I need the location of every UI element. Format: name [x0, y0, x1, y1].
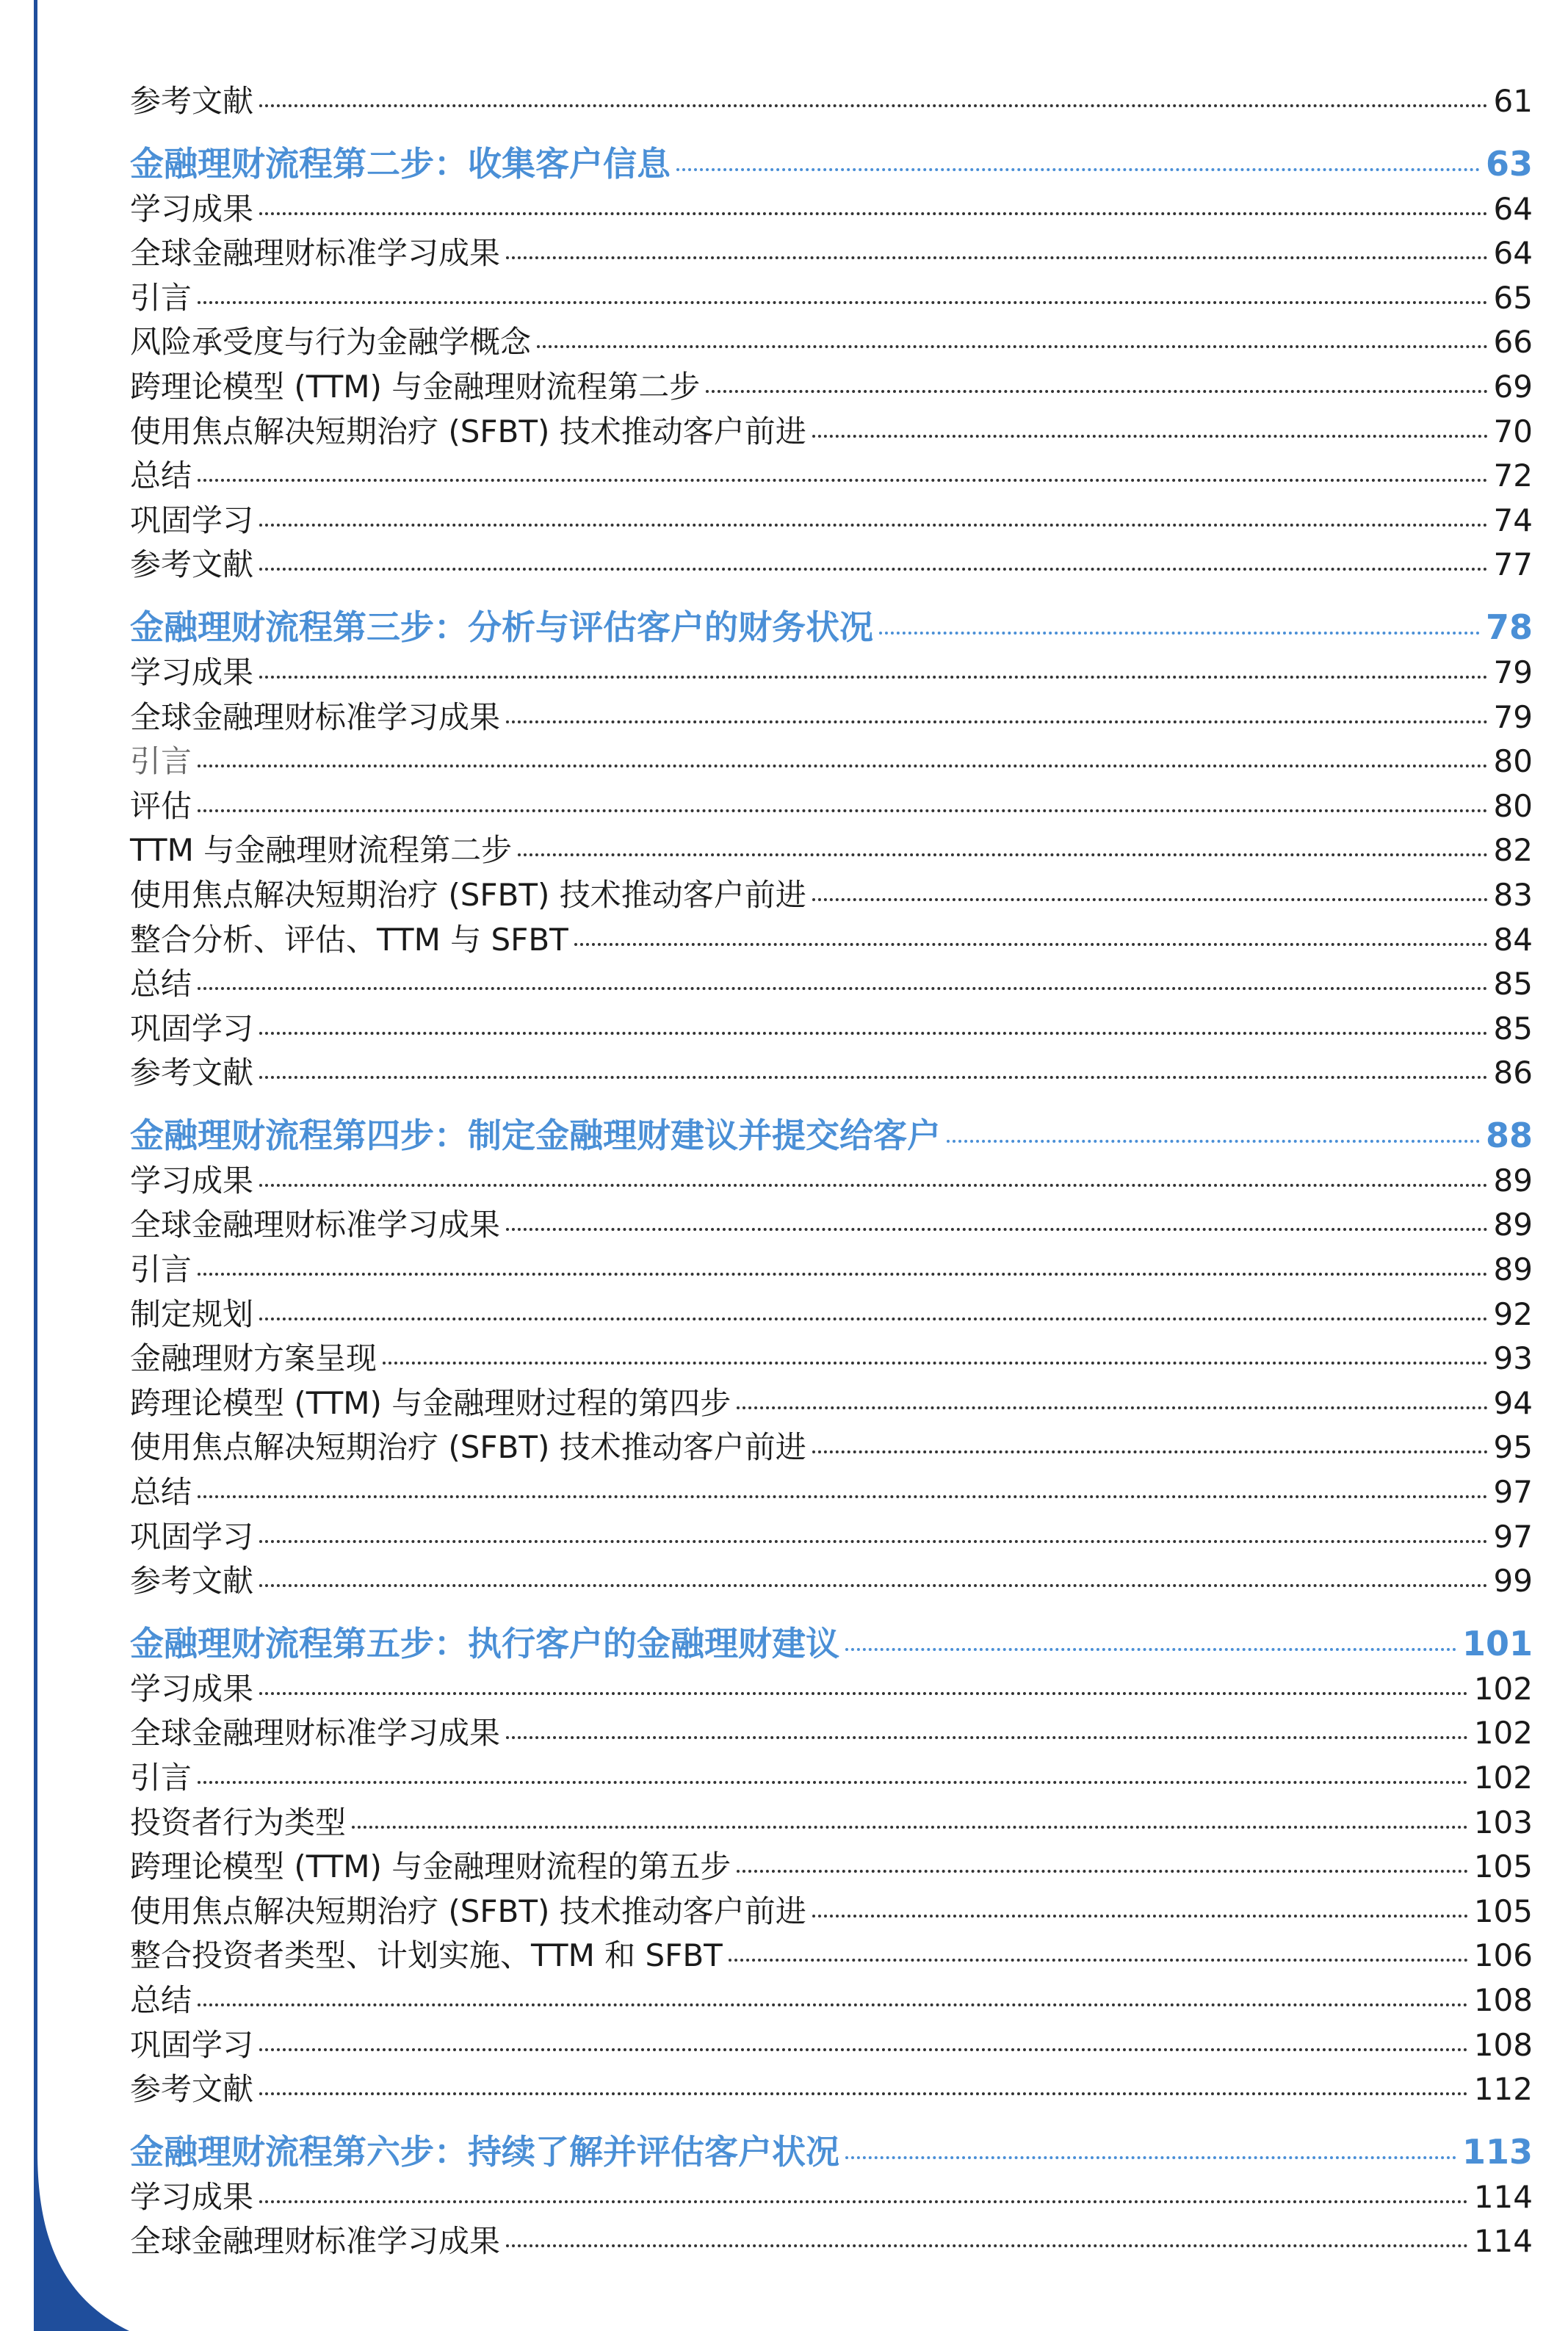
- dot-leader: [259, 212, 1488, 215]
- toc-page-number: 105: [1473, 1848, 1533, 1885]
- toc-entry-title: 引言: [130, 743, 192, 780]
- toc-entry[interactable]: [130, 1801, 1533, 1846]
- dot-leader: [198, 478, 1488, 482]
- dot-leader: [537, 344, 1488, 348]
- toc-entry-title: 参考文献: [130, 83, 254, 119]
- toc-entry[interactable]: [130, 1470, 1533, 1515]
- dot-leader: [506, 1735, 1468, 1739]
- dot-leader: [198, 2003, 1468, 2006]
- toc-page-number: 89: [1493, 1162, 1533, 1199]
- dot-leader: [676, 167, 1480, 171]
- toc-entry[interactable]: [130, 320, 1533, 365]
- toc-entry-title: 整合投资者类型、计划实施、TTM 和 SFBT: [130, 1937, 723, 1974]
- toc-entry-title: 总结: [130, 1474, 192, 1511]
- toc-entry-title: TTM 与金融理财流程第二步: [130, 832, 513, 869]
- toc-entry[interactable]: [130, 1756, 1533, 1801]
- toc-entry[interactable]: [130, 1845, 1533, 1890]
- dot-leader: [383, 1361, 1488, 1365]
- toc-entry[interactable]: [130, 784, 1533, 829]
- toc-entry-title: 风险承受度与行为金融学概念: [130, 324, 532, 361]
- dot-leader: [259, 523, 1488, 527]
- dot-leader: [259, 1075, 1488, 1079]
- dot-leader: [574, 942, 1488, 946]
- toc-page-number: 97: [1493, 1518, 1533, 1555]
- toc-page-number: 97: [1493, 1474, 1533, 1511]
- dot-leader: [198, 1272, 1488, 1276]
- toc-entry-title: 评估: [130, 787, 192, 824]
- toc-entry-title: 金融理财流程第五步：执行客户的金融理财建议: [130, 1623, 839, 1663]
- toc-entry-title: 全球金融理财标准学习成果: [130, 235, 501, 272]
- toc-entry[interactable]: [130, 2175, 1533, 2220]
- dot-leader: [737, 1406, 1487, 1409]
- toc-page-number: 89: [1493, 1251, 1533, 1288]
- dot-leader: [947, 1139, 1480, 1143]
- dot-leader: [259, 1317, 1488, 1320]
- dot-leader: [198, 300, 1488, 304]
- toc-entry[interactable]: [130, 1667, 1533, 1712]
- toc-entry-title: 巩固学习: [130, 502, 254, 538]
- toc-page-number: 79: [1493, 698, 1533, 735]
- toc-entry[interactable]: [130, 276, 1533, 321]
- toc-page-number: 112: [1473, 2071, 1533, 2108]
- toc-chapter-heading[interactable]: [130, 142, 1533, 187]
- toc-entry[interactable]: [130, 1711, 1533, 1756]
- dot-leader: [259, 567, 1488, 571]
- toc-entry-title: 学习成果: [130, 654, 254, 690]
- toc-page-number: 113: [1462, 2131, 1533, 2172]
- toc-entry[interactable]: [130, 1381, 1533, 1426]
- dot-leader: [259, 1539, 1488, 1543]
- dot-leader: [259, 2200, 1468, 2203]
- dot-leader: [198, 1780, 1468, 1784]
- toc-entry-title: 金融理财流程第六步：持续了解并评估客户状况: [130, 2131, 839, 2172]
- toc-entry-title: 使用焦点解决短期治疗 (SFBT) 技术推动客户前进: [130, 1429, 806, 1466]
- toc-page-number: 64: [1493, 190, 1533, 227]
- toc-entry[interactable]: [130, 543, 1533, 588]
- toc-page-number: 70: [1493, 413, 1533, 449]
- dot-leader: [259, 1691, 1468, 1695]
- toc-entry-title: 总结: [130, 458, 192, 494]
- dot-leader: [706, 389, 1487, 393]
- toc-page-number: 102: [1473, 1715, 1533, 1752]
- toc-page-number: 108: [1473, 2026, 1533, 2063]
- dot-leader: [506, 256, 1488, 259]
- toc-page-number: 82: [1493, 832, 1533, 869]
- toc-entry-title: 全球金融理财标准学习成果: [130, 2223, 501, 2260]
- dot-leader: [259, 675, 1488, 679]
- toc-entry-title: 全球金融理财标准学习成果: [130, 1207, 501, 1243]
- dot-leader: [812, 897, 1488, 901]
- toc-page-number: 99: [1493, 1563, 1533, 1600]
- toc-page-number: 78: [1485, 607, 1533, 647]
- toc-page-number: 65: [1493, 279, 1533, 316]
- toc-entry-title: 全球金融理财标准学习成果: [130, 1715, 501, 1752]
- toc-entry[interactable]: [130, 1051, 1533, 1096]
- toc-entry[interactable]: [130, 1425, 1533, 1470]
- toc-entry-title: 学习成果: [130, 190, 254, 227]
- toc-entry-title: 制定规划: [130, 1295, 254, 1332]
- toc-entry[interactable]: [130, 499, 1533, 543]
- dot-leader: [259, 1183, 1488, 1187]
- dot-leader: [845, 2155, 1456, 2159]
- toc-entry[interactable]: [130, 1934, 1533, 1978]
- toc-entry-title: 金融理财流程第二步：收集客户信息: [130, 143, 671, 184]
- dot-leader: [259, 104, 1488, 107]
- toc-page-number: 61: [1493, 83, 1533, 119]
- toc-entry-title: 金融理财方案呈现: [130, 1340, 377, 1377]
- toc-entry[interactable]: [130, 1159, 1533, 1204]
- toc-entry-title: 参考文献: [130, 1563, 254, 1600]
- toc-entry-title: 总结: [130, 1981, 192, 2018]
- toc-chapter-heading[interactable]: [130, 2130, 1533, 2175]
- toc-entry-title: 使用焦点解决短期治疗 (SFBT) 技术推动客户前进: [130, 1893, 806, 1929]
- toc-entry[interactable]: [130, 2023, 1533, 2068]
- toc-entry[interactable]: [130, 651, 1533, 695]
- toc-page-number: 94: [1493, 1384, 1533, 1421]
- toc-entry[interactable]: [130, 410, 1533, 455]
- toc-entry-title: 跨理论模型 (TTM) 与金融理财流程的第五步: [130, 1848, 731, 1885]
- dot-leader: [812, 1914, 1468, 1918]
- toc-page-number: 114: [1473, 2223, 1533, 2260]
- toc-entry[interactable]: [130, 918, 1533, 963]
- toc-page-number: 72: [1493, 458, 1533, 494]
- dot-leader: [259, 1583, 1488, 1587]
- toc-page-number: 89: [1493, 1207, 1533, 1243]
- toc-page-number: 102: [1473, 1760, 1533, 1796]
- toc-entry[interactable]: [130, 873, 1533, 918]
- toc-page-number: 84: [1493, 921, 1533, 958]
- toc-entry[interactable]: [130, 2219, 1533, 2264]
- toc-entry-title: 全球金融理财标准学习成果: [130, 698, 501, 735]
- dot-leader: [198, 1495, 1488, 1498]
- toc-entry-title: 参考文献: [130, 546, 254, 583]
- toc-page-number: 83: [1493, 876, 1533, 913]
- toc-entry[interactable]: [130, 1515, 1533, 1560]
- dot-leader: [259, 2092, 1468, 2095]
- toc-entry-title: 使用焦点解决短期治疗 (SFBT) 技术推动客户前进: [130, 413, 806, 449]
- toc-entry[interactable]: [130, 79, 1533, 124]
- toc-entry[interactable]: [130, 187, 1533, 232]
- toc-entry[interactable]: [130, 1559, 1533, 1604]
- toc-page-number: 92: [1493, 1295, 1533, 1332]
- toc-entry-title: 投资者行为类型: [130, 1804, 347, 1840]
- toc-page-number: 102: [1473, 1670, 1533, 1707]
- toc-page-number: 88: [1485, 1115, 1533, 1155]
- toc-entry-title: 引言: [130, 279, 192, 316]
- toc-page-number: 63: [1485, 143, 1533, 184]
- dot-leader: [506, 2244, 1468, 2247]
- corner-swoosh-decoration: [34, 2152, 129, 2331]
- toc-entry[interactable]: [130, 1337, 1533, 1381]
- dot-leader: [812, 434, 1488, 438]
- toc-entry[interactable]: [130, 695, 1533, 740]
- dot-leader: [879, 631, 1480, 635]
- toc-entry-title: 跨理论模型 (TTM) 与金融理财流程第二步: [130, 368, 701, 405]
- toc-entry[interactable]: [130, 231, 1533, 276]
- toc-chapter-heading[interactable]: [130, 605, 1533, 651]
- dot-leader: [198, 986, 1488, 990]
- dot-leader: [845, 1647, 1456, 1651]
- toc-page-number: 95: [1493, 1429, 1533, 1466]
- toc-page-number: 69: [1493, 368, 1533, 405]
- dot-leader: [518, 853, 1487, 856]
- toc-page-number: 66: [1493, 324, 1533, 361]
- toc-chapter-heading[interactable]: [130, 1622, 1533, 1667]
- toc-entry[interactable]: [130, 2067, 1533, 2112]
- toc-entry[interactable]: [130, 962, 1533, 1007]
- toc-entry-title: 整合分析、评估、TTM 与 SFBT: [130, 921, 568, 958]
- table-of-contents: [130, 79, 1533, 2264]
- toc-entry[interactable]: [130, 1293, 1533, 1337]
- toc-entry-title: 参考文献: [130, 2071, 254, 2108]
- toc-entry[interactable]: [130, 1978, 1533, 2023]
- toc-page-number: 101: [1462, 1623, 1533, 1663]
- toc-page-number: 105: [1473, 1893, 1533, 1929]
- toc-page-number: 103: [1473, 1804, 1533, 1840]
- dot-leader: [737, 1869, 1468, 1873]
- toc-page-number: 85: [1493, 966, 1533, 1002]
- toc-page-number: 80: [1493, 743, 1533, 780]
- toc-entry-title: 引言: [130, 1760, 192, 1796]
- toc-page-number: 106: [1473, 1937, 1533, 1974]
- toc-page-number: 93: [1493, 1340, 1533, 1377]
- toc-entry-title: 巩固学习: [130, 1010, 254, 1047]
- toc-entry-title: 总结: [130, 966, 192, 1002]
- toc-chapter-heading[interactable]: [130, 1113, 1533, 1159]
- toc-entry-title: 巩固学习: [130, 2026, 254, 2063]
- toc-entry-title: 金融理财流程第三步：分析与评估客户的财务状况: [130, 607, 873, 647]
- toc-entry[interactable]: [130, 365, 1533, 410]
- toc-entry-title: 引言: [130, 1251, 192, 1288]
- dot-leader: [506, 1227, 1488, 1231]
- toc-entry[interactable]: [130, 1203, 1533, 1248]
- toc-page-number: 77: [1493, 546, 1533, 583]
- toc-entry[interactable]: [130, 1248, 1533, 1293]
- toc-entry-title: 参考文献: [130, 1055, 254, 1091]
- toc-page-number: 86: [1493, 1055, 1533, 1091]
- left-margin-rule: [34, 0, 37, 2211]
- toc-entry-title: 使用焦点解决短期治疗 (SFBT) 技术推动客户前进: [130, 876, 806, 913]
- toc-page-number: 74: [1493, 502, 1533, 538]
- toc-entry[interactable]: [130, 1007, 1533, 1052]
- dot-leader: [198, 764, 1488, 767]
- toc-page-number: 79: [1493, 654, 1533, 690]
- toc-page-number: 80: [1493, 787, 1533, 824]
- dot-leader: [506, 720, 1488, 723]
- dot-leader: [812, 1450, 1488, 1453]
- toc-entry-title: 学习成果: [130, 1162, 254, 1199]
- dot-leader: [729, 1958, 1468, 1962]
- toc-entry[interactable]: [130, 1890, 1533, 1934]
- toc-page-number: 85: [1493, 1010, 1533, 1047]
- dot-leader: [198, 809, 1488, 812]
- toc-page-number: 64: [1493, 235, 1533, 272]
- toc-entry-title: 学习成果: [130, 2178, 254, 2215]
- toc-entry[interactable]: [130, 454, 1533, 499]
- dot-leader: [259, 1031, 1488, 1035]
- toc-entry[interactable]: [130, 828, 1533, 873]
- toc-page-number: 108: [1473, 1981, 1533, 2018]
- dot-leader: [259, 2048, 1468, 2051]
- toc-page-number: 114: [1473, 2178, 1533, 2215]
- toc-entry-title: 巩固学习: [130, 1518, 254, 1555]
- toc-entry[interactable]: [130, 740, 1533, 784]
- toc-entry-title: 学习成果: [130, 1670, 254, 1707]
- toc-entry-title: 金融理财流程第四步：制定金融理财建议并提交给客户: [130, 1115, 941, 1155]
- toc-entry-title: 跨理论模型 (TTM) 与金融理财过程的第四步: [130, 1384, 731, 1421]
- dot-leader: [352, 1825, 1468, 1829]
